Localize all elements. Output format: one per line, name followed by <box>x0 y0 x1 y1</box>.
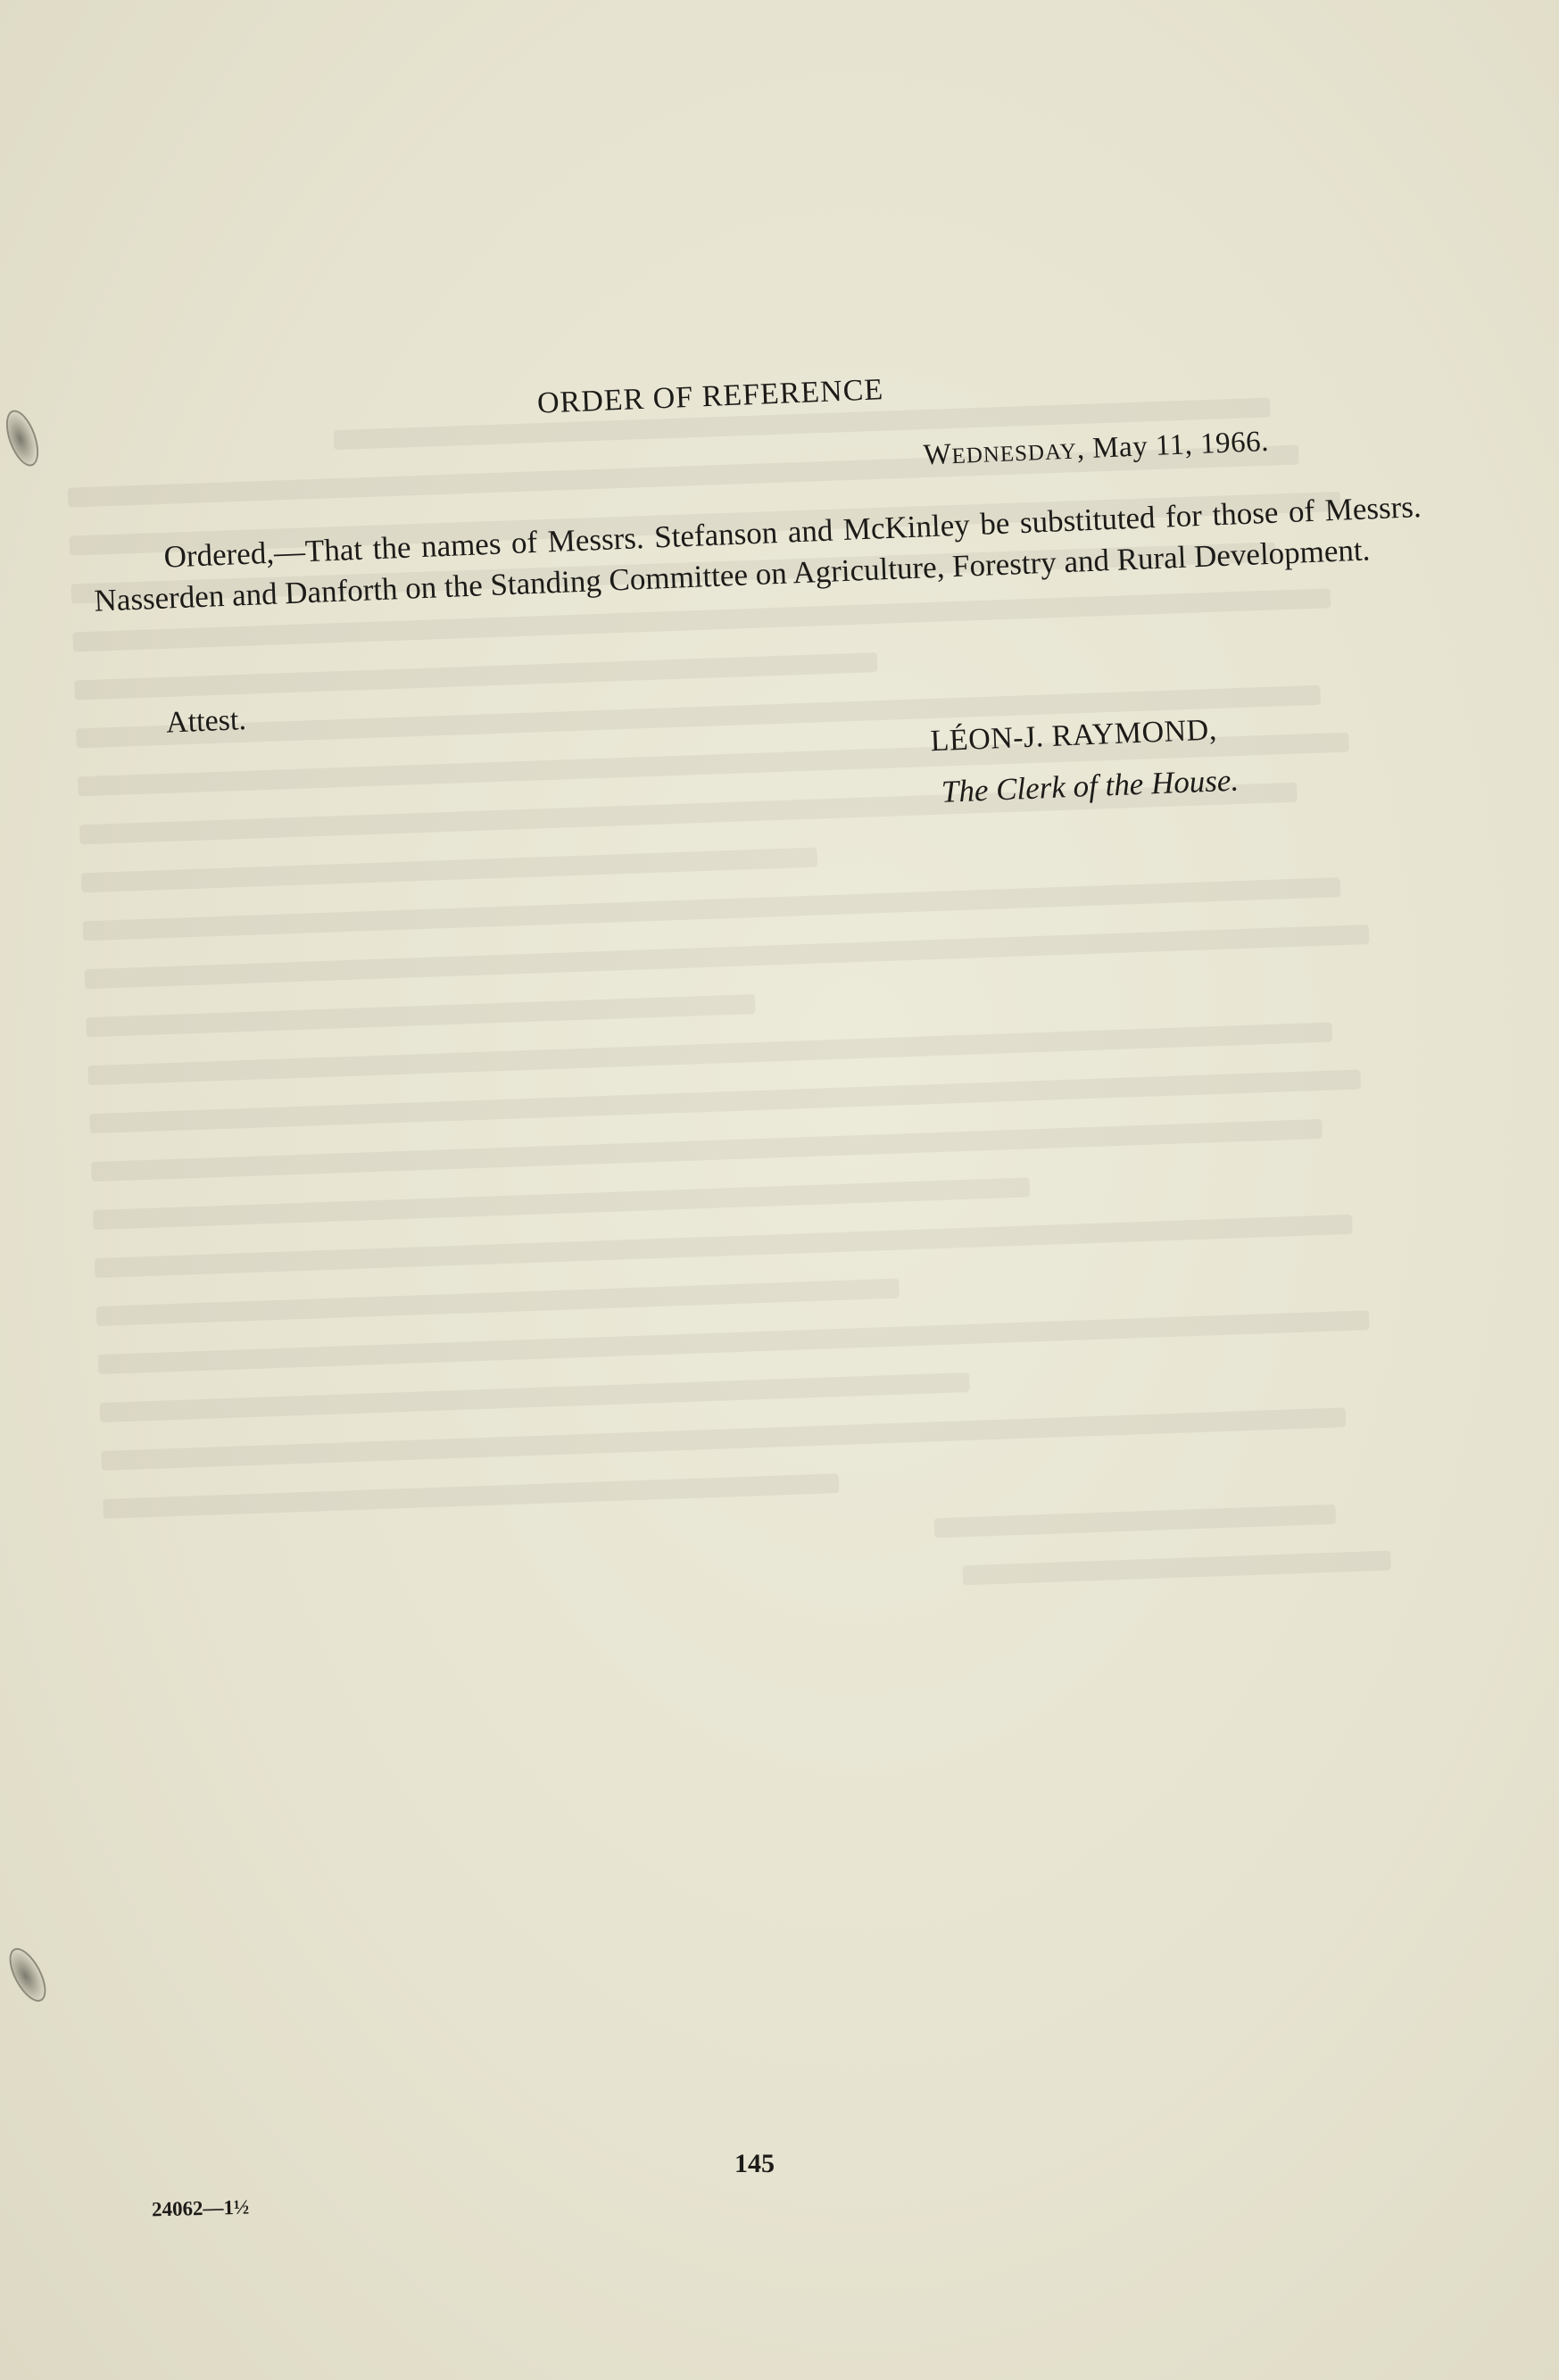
date-weekday-initial: W <box>923 438 953 472</box>
date-rest: , May 11, 1966. <box>1076 425 1270 466</box>
order-paragraph: Ordered,—That the names of Messrs. Stefanson and McKinley be substituted for those of Messrs. Nasserden and Danforth on the Standing Committee on Agriculture, Forestry and Rural Development. <box>93 489 1422 618</box>
binding-hole-top <box>0 406 45 470</box>
attest-label: Attest. <box>165 703 247 740</box>
signatory-name: LÉON-J. RAYMOND, <box>929 713 1218 759</box>
section-heading: ORDER OF REFERENCE <box>536 373 884 420</box>
signatory-title: The Clerk of the House. <box>941 762 1240 809</box>
order-of-reference-section <box>85 313 1422 809</box>
date-weekday-rest: EDNESDAY <box>950 439 1078 469</box>
order-date <box>923 426 1270 473</box>
page-number: 145 <box>734 2149 775 2178</box>
binding-hole-bottom <box>2 1943 53 2007</box>
print-code: 24062—1½ <box>151 2195 250 2221</box>
